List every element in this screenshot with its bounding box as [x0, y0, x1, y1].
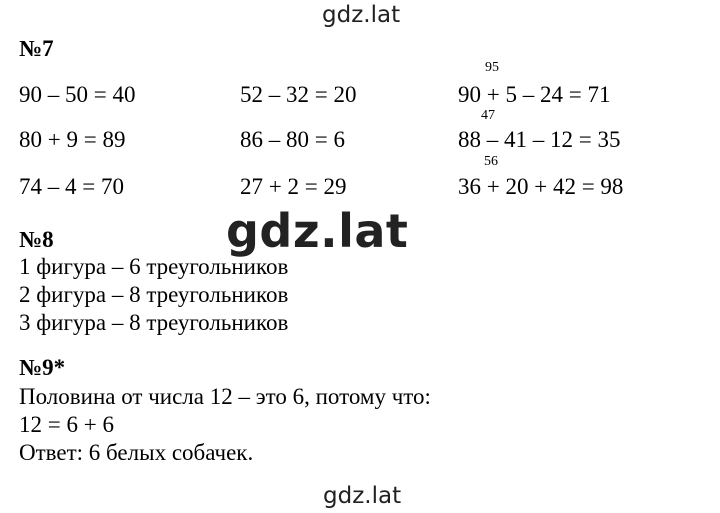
task8-line-2: 2 фигура – 8 треугольников [19, 282, 289, 307]
task7-expr-1-3: 74 – 4 = 70 [19, 174, 124, 199]
task9-line-3: Ответ: 6 белых собачек. [19, 440, 254, 465]
task7-expr-2-1: 52 – 32 = 20 [240, 82, 357, 107]
task7-intermediate-3: 56 [484, 154, 498, 169]
task7-expr-1-1: 90 – 50 = 40 [19, 82, 136, 107]
task7-intermediate-1: 95 [485, 60, 499, 75]
watermark-bottom: gdz.lat [323, 483, 402, 509]
task7-expr-1-2: 80 + 9 = 89 [19, 127, 126, 152]
task7-expr-2-3: 27 + 2 = 29 [240, 174, 347, 199]
task9-line-1: Половина от числа 12 – это 6, потому что: [19, 384, 431, 409]
task8-heading: №8 [19, 227, 54, 252]
task7-heading: №7 [19, 36, 54, 61]
watermark-center: gdz.lat [226, 204, 409, 258]
task7-expr-3-1: 90 + 5 – 24 = 71 [458, 82, 611, 107]
task9-line-2: 12 = 6 + 6 [19, 412, 114, 437]
watermark-top: gdz.lat [322, 2, 401, 28]
task8-line-1: 1 фигура – 6 треугольников [19, 254, 289, 279]
task7-intermediate-2: 47 [481, 108, 495, 123]
task7-expr-3-2: 88 – 41 – 12 = 35 [458, 127, 621, 152]
task7-expr-2-2: 86 – 80 = 6 [240, 127, 345, 152]
task8-line-3: 3 фигура – 8 треугольников [19, 310, 289, 335]
task9-heading: №9* [19, 355, 66, 380]
task7-expr-3-3: 36 + 20 + 42 = 98 [458, 174, 624, 199]
